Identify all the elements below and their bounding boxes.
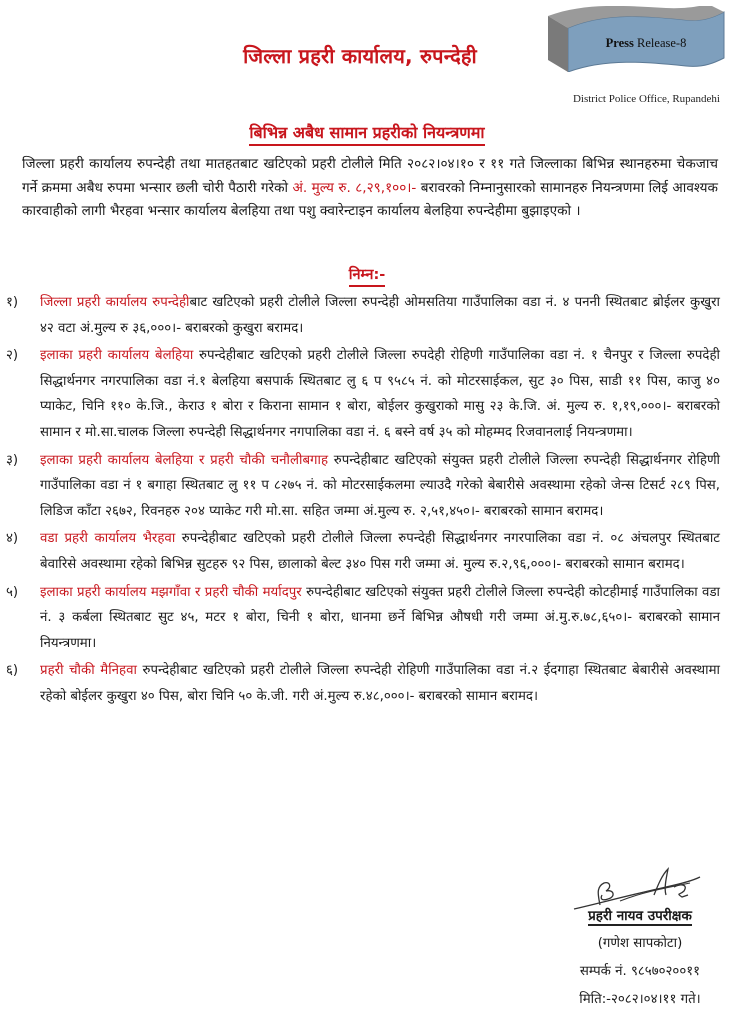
contact-number: सम्पर्क नं. ९८५७०२००११ xyxy=(579,964,701,979)
intro-text-end: बरावरको निम्नानुसारको सामानहरु नियन्त्रणमा लिई आवश्यक कारवाहीको लागी भैरहवा भन्सार कार्यालय बेलहिया तथा पशु क्वारेन्टाइन कार्यालय बेलहिया रुपन्देहीमा बुझाइएको । xyxy=(22,179,718,219)
item-number: ६) xyxy=(6,663,19,679)
item-text: रुपन्देहीबाट खटिएको प्रहरी टोलीले जिल्ला रुपन्देही रोहिणी गाउँपालिका वडा नं.२ ईदगाहा स्थितबाट बेबारीसे अवस्थामा रहेको बोईलर कुखुरा ४० पिस, बोरा चिनि ५० के.जी. गरी अं.मुल्य रु.४८,०००।- बराबरको सामान बरामद। xyxy=(40,663,720,704)
item-number: २) xyxy=(6,348,19,364)
list-heading-text: निम्न:- xyxy=(349,265,386,287)
office-name-english: District Police Office, Rupandehi xyxy=(572,93,720,105)
intro-total-value: अं. मुल्य रु. ८,२९,१००।- xyxy=(292,179,417,196)
release-date: मिति:-२०८२।०४।११ गते। xyxy=(579,992,701,1007)
item-unit: इलाका प्रहरी कार्यालय मझगाँवा र प्रहरी चौकी मर्यादपुर xyxy=(40,584,302,600)
item-number: ३) xyxy=(6,452,19,468)
press-release-number: Release-8 xyxy=(633,36,687,50)
item-unit: इलाका प्रहरी कार्यालय बेलहिया र प्रहरी चौकी चनौलीबगाह xyxy=(40,452,329,468)
page-title: जिल्ला प्रहरी कार्यालय, रुपन्देही xyxy=(243,44,477,68)
list-item xyxy=(6,290,720,341)
designation-text: प्रहरी नायव उपरीक्षक xyxy=(588,908,692,924)
list-item xyxy=(6,343,720,445)
list-item xyxy=(6,526,720,577)
subtitle xyxy=(0,121,734,146)
subtitle-text: बिभिन्न अबैध सामान प्रहरीको नियन्त्रणमा xyxy=(249,121,484,146)
signatory-name: (गणेश सापकोटा) xyxy=(597,936,683,951)
item-text: रुपन्देहीबाट खटिएको संयुक्त प्रहरी टोलीले जिल्ला रुपन्देही सिद्धार्थनगर रोहिणी गाउँपालिका वडा नं १ बगाहा स्थितबाट लु ११ प ८२७५ नं. को मोटरसाईकलमा ल्याउदै गरेको बेबारीसे अवस्थामा रहेको जेन्स टिसर्ट २८९ पिस, लिडिज काँटा २६७२, रिवनहरु २०४ प्याकेट गरी मो.सा. सहित जम्मा अं.मुल्य रु. २,५१,४५०।- बराबरको सामान बरामद। xyxy=(40,452,720,519)
item-unit: प्रहरी चौकी मैनिहवा xyxy=(40,663,137,679)
item-text: रुपन्देहीबाट खटिएको प्रहरी टोलीले जिल्ला रुपन्देही सिद्धार्थनगर नगरपालिका वडा नं. ०८ अंचलपुर स्थितबाट बेवारिसे अवस्थामा रहेको बिभिन्न सुटहरु ९२ पिस, छालाको बेल्ट ३४० पिस गरी जम्मा अं. मुल्य रु.२,९६,०००।- बराबरको सामान बरामद। xyxy=(40,531,720,572)
item-number: ४) xyxy=(6,531,19,547)
list-heading xyxy=(0,264,734,287)
signature-block xyxy=(560,865,720,1015)
press-release-label xyxy=(576,36,716,51)
item-unit: जिल्ला प्रहरी कार्यालय रुपन्देही xyxy=(40,295,190,310)
item-unit: इलाका प्रहरी कार्यालय बेलहिया xyxy=(40,348,194,364)
seizure-list xyxy=(6,290,720,712)
signatory-designation xyxy=(560,905,720,924)
press-release-bold: Press xyxy=(605,36,634,50)
item-text: रुपन्देहीबाट खटिएको संयुक्त प्रहरी टोलीले जिल्ला रुपन्देही कोटहीमाई गाउँपालिका वडा नं. ३ कर्बला स्थितबाट सुट ४५, मटर १ बोरा, चिनी १ बोरा, धानमा छर्ने बिभिन्न औषधी गरी जम्मा अं.मु.रु.७८,६५०।- बराबरको सामान नियन्त्रणमा। xyxy=(40,584,720,651)
press-release-badge xyxy=(546,6,726,72)
list-item xyxy=(6,580,720,657)
item-text: बाट खटिएको प्रहरी टोलीले जिल्ला रुपन्देही ओमसतिया गाउँपालिका वडा नं. ४ पननी स्थितबाट ब्रोईलर कुखुरा ४२ वटा अं.मुल्य रु ३६,०००।- बराबरको कुखुरा बरामद। xyxy=(40,295,720,336)
list-item xyxy=(6,448,720,525)
intro-text: जिल्ला प्रहरी कार्यालय रुपन्देही तथा मातहतबाट खटिएको प्रहरी टोलीले मिति २०८२।०४।१० र ११ गते जिल्लाका बिभिन्न स्थानहरुमा चेकजाच गर्ने क्रममा अबैध रुपमा भन्सार छली चोरी पैठारी गरेको xyxy=(22,156,718,196)
list-item xyxy=(6,658,720,709)
item-number: १) xyxy=(6,295,19,310)
item-text: रुपन्देहीबाट खटिएको प्रहरी टोलीले जिल्ला रुपदेही रोहिणी गाउँपालिका वडा नं. १ चैनपुर र जिल्ला रुपदेही सिद्धार्थनगर नगरपालिका वडा नं.१ बेलहिया बसपार्क स्थितबाट लु ६ प ९५८५ नं. को मोटरसाईकल, सुट ३० पिस, साडी ११ पिस, काजु ४० प्याकेट, चिनि ११० के.जि., केराउ १ बोरा र किराना सामान १ बोरा, बोईलर कुखुराको मासु २३ के.जि. अं. मुल्य रु. १,१९,०००।- बराबरको सामान र मो.सा.चालक जिल्ला रुपन्देही सिद्धार्थनगर नगपालिका वडा नं. ६ बस्ने वर्ष ३५ को मोहम्मद रिजवानलाई नियन्त्रणमा। xyxy=(40,348,720,440)
item-number: ५) xyxy=(6,584,19,600)
intro-paragraph xyxy=(22,153,718,224)
item-unit: वडा प्रहरी कार्यालय भैरहवा xyxy=(40,531,176,547)
